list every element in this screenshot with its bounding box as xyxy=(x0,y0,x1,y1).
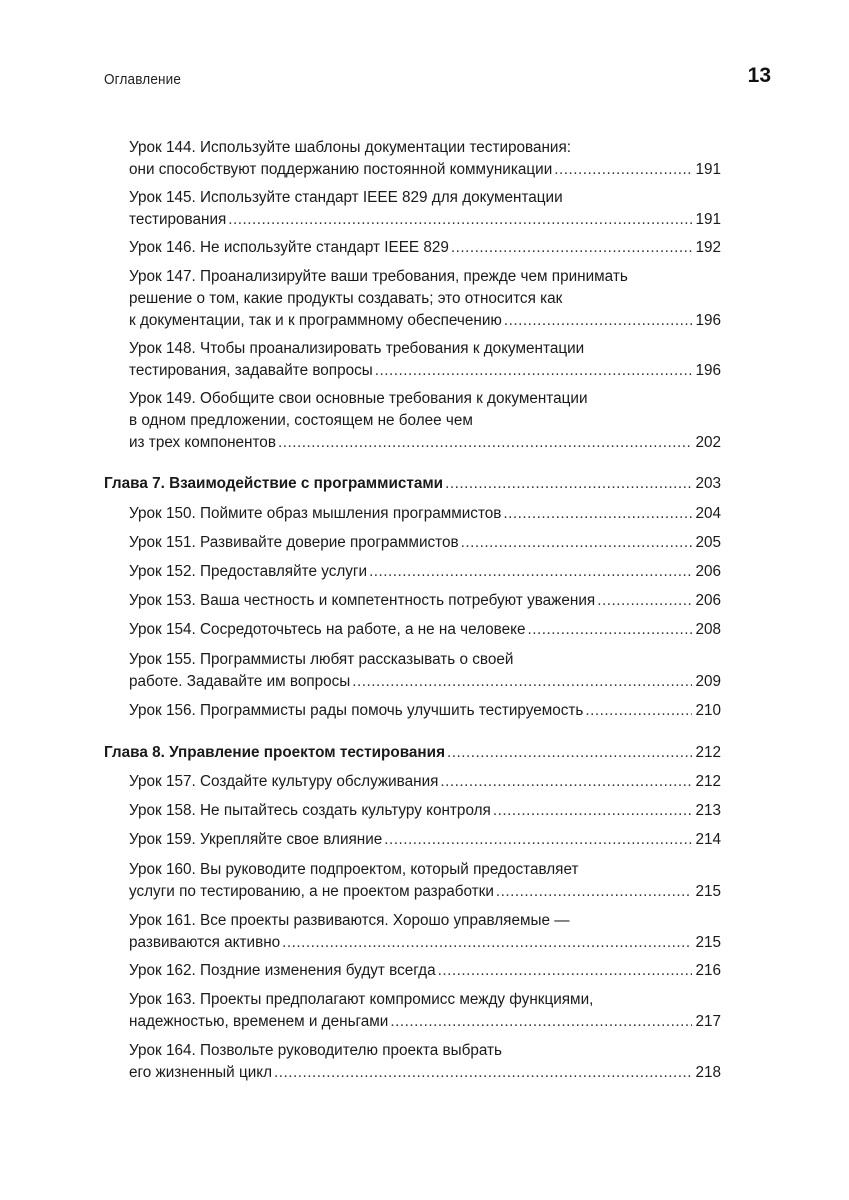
toc-entry-text: Урок 144. Используйте шаблоны документации тестирования: xyxy=(129,139,572,156)
toc-lesson-entry[interactable] xyxy=(129,859,721,903)
dot-leader xyxy=(282,932,692,954)
toc-page-number: 212 xyxy=(695,773,721,790)
dot-leader xyxy=(461,532,693,554)
toc-entry-text: Урок 156. Программисты рады помочь улучшить тестируемость xyxy=(129,702,584,719)
toc-page-number: 196 xyxy=(695,312,721,329)
toc-entry-text: работе. Задавайте им вопросы xyxy=(129,673,351,690)
toc-entry-text: надежностью, временем и деньгами xyxy=(129,1013,389,1030)
toc-lesson-entry[interactable] xyxy=(129,590,721,612)
page-header xyxy=(104,64,771,94)
toc-entry-text: решение о том, какие продукты создавать; это относится как xyxy=(129,290,563,307)
toc-entry-text: Урок 146. Не используйте стандарт IEEE 829 xyxy=(129,239,449,256)
toc-entry-text: Урок 154. Сосредоточьтесь на работе, а не на человеке xyxy=(129,621,526,638)
toc-entry-text: Глава 8. Управление проектом тестирования xyxy=(104,744,446,761)
toc-entry-last-line xyxy=(129,532,721,554)
toc-entry-text: Урок 151. Развивайте доверие программистов xyxy=(129,534,459,551)
toc-page-number: 214 xyxy=(695,831,721,848)
toc-entry-text: Урок 153. Ваша честность и компетентность потребуют уважения xyxy=(129,592,596,609)
toc-entry-last-line xyxy=(129,619,721,641)
toc-lesson-entry[interactable] xyxy=(129,137,721,181)
toc-entry-text: Урок 164. Позвольте руководителю проекта выбрать xyxy=(129,1042,503,1059)
dot-leader xyxy=(440,771,692,793)
toc-entry-last-line xyxy=(129,829,721,851)
toc-lesson-entry[interactable] xyxy=(129,771,721,793)
toc-entry-text: Урок 161. Все проекты развиваются. Хорошо управляемые — xyxy=(129,912,570,929)
toc-page-number: 191 xyxy=(695,161,721,178)
toc-page-number: 204 xyxy=(695,505,721,522)
dot-leader xyxy=(504,310,693,332)
toc-entry-text: Урок 152. Предоставляйте услуги xyxy=(129,563,368,580)
toc-entry-last-line xyxy=(129,503,721,525)
toc-entry-last-line xyxy=(129,700,721,722)
dot-leader xyxy=(384,829,692,851)
toc-chapter-entry[interactable] xyxy=(104,473,721,495)
toc-entry-last-line xyxy=(129,800,721,822)
toc-lesson-entry[interactable] xyxy=(129,619,721,641)
toc-entry-text: Урок 145. Используйте стандарт IEEE 829 для документации xyxy=(129,189,563,206)
dot-leader xyxy=(447,742,692,764)
toc-page-number: 216 xyxy=(695,962,721,979)
toc-entry-last-line xyxy=(104,473,721,495)
dot-leader xyxy=(554,159,692,181)
toc-entry-last-line xyxy=(129,360,721,382)
toc-lesson-entry[interactable] xyxy=(129,960,721,982)
dot-leader xyxy=(228,209,692,231)
dot-leader xyxy=(438,960,693,982)
toc-entry-text: Урок 157. Создайте культуру обслуживания xyxy=(129,773,439,790)
dot-leader xyxy=(597,590,692,612)
toc-lesson-entry[interactable] xyxy=(129,800,721,822)
toc-entry-last-line xyxy=(129,209,721,231)
toc-entry-text: Урок 148. Чтобы проанализировать требования к документации xyxy=(129,340,585,357)
toc-page-number: 191 xyxy=(695,211,721,228)
toc-entry-last-line xyxy=(129,1062,721,1084)
toc-page-number: 205 xyxy=(695,534,721,551)
toc-entry-text: Урок 162. Поздние изменения будут всегда xyxy=(129,962,436,979)
toc-entry-text: его жизненный цикл xyxy=(129,1064,273,1081)
toc-page-number: 192 xyxy=(695,239,721,256)
toc-lesson-entry[interactable] xyxy=(129,338,721,382)
toc-lesson-entry[interactable] xyxy=(129,266,721,332)
toc-entry-text: Урок 160. Вы руководите подпроектом, который предоставляет xyxy=(129,861,579,878)
toc-entry-text: Урок 150. Поймите образ мышления программистов xyxy=(129,505,502,522)
dot-leader xyxy=(585,700,692,722)
toc-entry-last-line xyxy=(129,310,721,332)
toc-lesson-entry[interactable] xyxy=(129,503,721,525)
dot-leader xyxy=(369,561,692,583)
dot-leader xyxy=(390,1011,692,1033)
toc-page-number: 213 xyxy=(695,802,721,819)
toc-page-number: 210 xyxy=(695,702,721,719)
toc-lesson-entry[interactable] xyxy=(129,989,721,1033)
running-header-title: Оглавление xyxy=(104,71,182,88)
toc-entry-last-line xyxy=(129,932,721,954)
page-number: 13 xyxy=(747,64,771,87)
dot-leader xyxy=(274,1062,692,1084)
toc-entry-text: Урок 163. Проекты предполагают компромисс между функциями, xyxy=(129,991,594,1008)
toc-entry-text: Урок 147. Проанализируйте ваши требования, прежде чем принимать xyxy=(129,268,628,285)
toc-lesson-entry[interactable] xyxy=(129,649,721,693)
toc-entry-last-line xyxy=(129,1011,721,1033)
dot-leader xyxy=(496,881,693,903)
toc-entry-text: развиваются активно xyxy=(129,934,281,951)
toc-entry-last-line xyxy=(129,159,721,181)
toc-page-number: 212 xyxy=(695,744,721,761)
toc-page-number: 215 xyxy=(695,934,721,951)
toc-entry-text: Урок 159. Укрепляйте свое влияние xyxy=(129,831,383,848)
toc-entry-last-line xyxy=(129,960,721,982)
toc-entry-text: Урок 149. Обобщите свои основные требования к документации xyxy=(129,390,588,407)
dot-leader xyxy=(352,671,692,693)
toc-lesson-entry[interactable] xyxy=(129,910,721,954)
toc-page-number: 218 xyxy=(695,1064,721,1081)
toc-entry-last-line xyxy=(129,432,721,454)
toc-page-number: 203 xyxy=(695,475,721,492)
dot-leader xyxy=(278,432,693,454)
toc-page-number: 209 xyxy=(695,673,721,690)
toc-page-number: 196 xyxy=(695,362,721,379)
toc-entry-text: Урок 155. Программисты любят рассказывать о своей xyxy=(129,651,514,668)
toc-entry-text: тестирования, задавайте вопросы xyxy=(129,362,373,379)
toc-page-number: 208 xyxy=(695,621,721,638)
toc-lesson-entry[interactable] xyxy=(129,532,721,554)
toc-entry-last-line xyxy=(104,742,721,764)
dot-leader xyxy=(493,800,693,822)
toc-lesson-entry[interactable] xyxy=(129,700,721,722)
toc-entry-text: услуги по тестированию, а не проектом разработки xyxy=(129,883,494,900)
toc-chapter-entry[interactable] xyxy=(104,742,721,764)
toc-lesson-entry[interactable] xyxy=(129,829,721,851)
dot-leader xyxy=(375,360,693,382)
toc-page-number: 215 xyxy=(695,883,721,900)
toc-entry-last-line xyxy=(129,771,721,793)
toc-page-number: 202 xyxy=(695,434,721,451)
toc-entry-last-line xyxy=(129,881,721,903)
toc-lesson-entry[interactable] xyxy=(129,1040,721,1084)
toc-lesson-entry[interactable] xyxy=(129,388,721,454)
toc-entry-text: они способствуют поддержанию постоянной коммуникации xyxy=(129,161,553,178)
toc-entry-last-line xyxy=(129,237,721,259)
dot-leader xyxy=(503,503,692,525)
toc-entry-text: Урок 158. Не пытайтесь создать культуру контроля xyxy=(129,802,491,819)
toc-page-number: 206 xyxy=(695,592,721,609)
toc-entry-last-line xyxy=(129,671,721,693)
toc-lesson-entry[interactable] xyxy=(129,237,721,259)
toc-entry-last-line xyxy=(129,561,721,583)
toc-entry-text: к документации, так и к программному обеспечению xyxy=(129,312,502,329)
toc-lesson-entry[interactable] xyxy=(129,187,721,231)
dot-leader xyxy=(445,473,692,495)
toc-entry-text: Глава 7. Взаимодействие с программистами xyxy=(104,475,444,492)
toc-entry-text: тестирования xyxy=(129,211,227,228)
toc-page-number: 217 xyxy=(695,1013,721,1030)
toc-entry-text: из трех компонентов xyxy=(129,434,276,451)
toc-lesson-entry[interactable] xyxy=(129,561,721,583)
toc-page-number: 206 xyxy=(695,563,721,580)
toc-entry-last-line xyxy=(129,590,721,612)
dot-leader xyxy=(451,237,693,259)
toc-entry-text: в одном предложении, состоящем не более чем xyxy=(129,412,473,429)
dot-leader xyxy=(528,619,693,641)
